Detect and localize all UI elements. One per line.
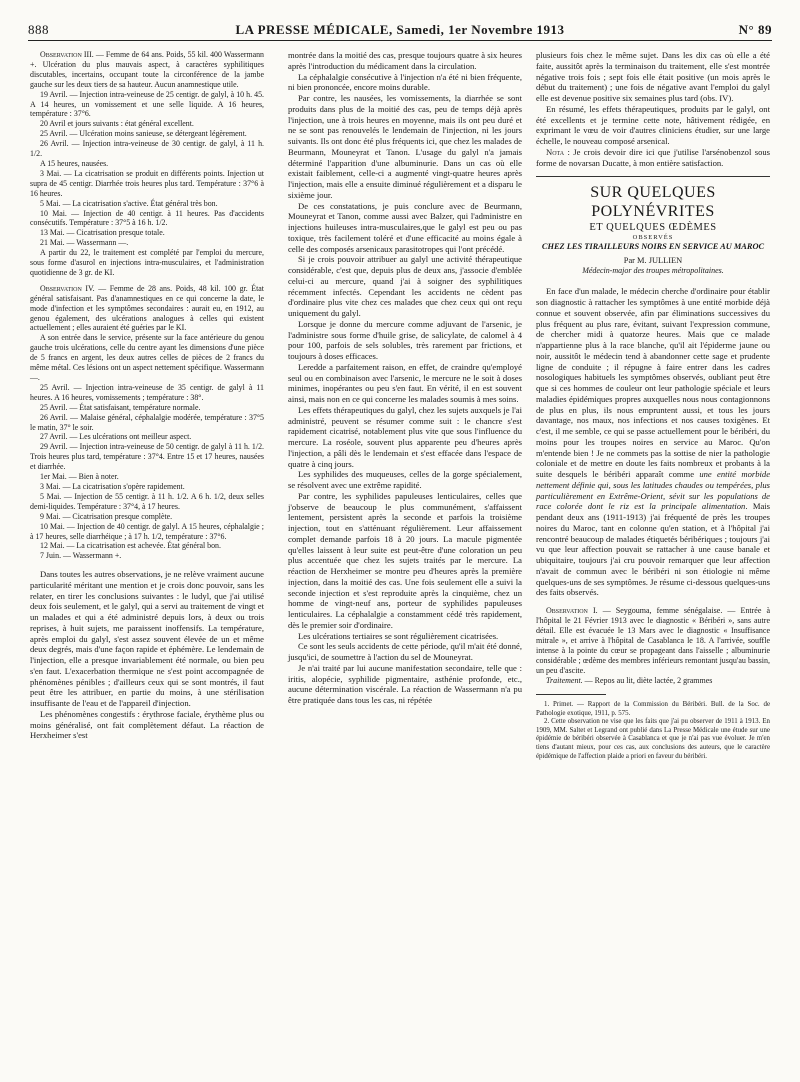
footnote-divider [536, 694, 606, 695]
column-2 [288, 50, 522, 706]
body-paragraph: Je n'ai traité par lui aucune manifestation secondaire, telle que : iritis, alopécie, syphilide pigmentaire, asthénie profonde, etc., aucune détermination viscérale. La réaction de Wassermann n'a pu être pratiquée dans tous les cas, ni répétée [288, 662, 522, 705]
page-header [28, 22, 772, 41]
nota-label: Nota : [546, 146, 570, 157]
article-body-part: . Mais pendant deux ans (1911-1913) j'ai fréquenté de près les troupes noires du Maroc, tant en colonne qu'en station, et à l'hôpital j'ai rencontré beaucoup de malades étiquetés béribériques ; toujours j'ai vu que leur affection pouvait se rattacher à une cause banale et ubiquitaire, toujours j'ai cru pouvoir remarquer que leur affection n'avait de commun avec le béribéri ni son étiologie ni même quelques-uns de ses symptômes. Je résume ci-dessous quelques-uns des faits observés. [536, 501, 771, 598]
page-number: 888 [28, 22, 49, 37]
obs3-title: Observation III. [40, 50, 94, 59]
article-body-part: En face d'un malade, le médecin cherche d'ordinaire pour établir son diagnostic à rattacher les symptômes à une entité morbide déjà connue et souvent observée, afin par éliminations successives du plus fréquent au plus rare, évitant, suivant l'expression commune, de chercher midi à quatorze heures. Mais que ce malade n'appartienne plus à la race blanche, qu'il ait l'épiderme jaune ou noir, aussitôt le médecin tend à abandonner cette sage et prudente ligne de conduite ; il répugne à faire entrer dans les cadres nosologiques habituels les symptômes observés, oubliant peut être que si ces hommes de couleur ont leur pathologie spéciale et leurs maladies épidémiques propres auxquelles nous nous contagionnons de plus en plus, ils nous empruntent aussi, et tous les jours davantage, nos maux, nos infections et nos causes toxigènes. Et c'est, il me semble, ce qui se passe actuellement pour le béribéri, du moins pour les troupes noires en service au Maroc. Qu'on m'entende bien ! Je ne commets pas la sottise de nier la pathologie coloniale et de mettre en doute les faits nombreux et probants à la suite desquels le béribéri apparaît comme [536, 286, 770, 479]
body-paragraph: Dans toutes les autres observations, je ne relève vraiment aucune particularité méritant une mention et je crois donc pouvoir, sans les relater, en tirer les conclusions suivantes : le ludyl, que j'ai utilisé deux fois seulement, et le galyl, qui a servi au traitement de vingt et un malades et qui a été administré depuis lors, à deux ou trois reprises, à huit sujets, me paraissent inoffensifs. La température, après emploi du galyl, s'est assez souvent élevée de un et même deux degrés, mais d'une façon rapide et éphémère. Le lendemain de l'injection, elle a presque invariablement été normale, ou bien peu s'en faut. L'exacerbation thermique ne s'est point accompagnée de phénomènes pénibles ; d'ailleurs ceux qui se sont montrés, il faut peut être les attribuer, en partie du moins, à une stérilisation insuffisante de l'eau et de l'appareil d'injection. [30, 569, 264, 709]
obs4-line: A son entrée dans le service, présente sur la face antérieure du genou gauche trois ulcérations, celle du centre ayant les dimensions d'une pièce de 5 francs en argent, les deux autres celles de pièces de 2 francs du même métal. Ces lésions ont un aspect nettement spécifique. Wassermann —. [30, 333, 264, 382]
column-1 [30, 50, 264, 741]
treatment-line [536, 676, 770, 686]
observation-1 [536, 606, 770, 676]
obs3-line: 5 Mai. — La cicatrisation s'active. État général très bon. [40, 198, 218, 208]
obs1-title: Observation I. [546, 606, 598, 615]
body-paragraph: plusieurs fois chez le même sujet. Dans les dix cas où elle a été faite, aussitôt après la terminaison du traitement, elle s'est montrée négative trois fois ; sept fois elle était positive (un mois après le début du traitement) ; une fois de négative avant l'emploi du galyl elle est devenue positive six semaines plus tard (obs. IV). [536, 50, 770, 103]
nota-paragraph [536, 147, 770, 169]
obs4-line: 1er Mai. — Bien à noter. [40, 472, 119, 482]
body-paragraph: Les syphilides des muqueuses, celles de la gorge spécialement, se résolvent avec une extrême rapidité. [288, 469, 522, 490]
obs4-line: 25 Avril. — Injection intra-veineuse de 35 centigr. de galyl à 11 heures. A 16 heures, vomissements ; température : 38°. [30, 382, 264, 402]
article-subtitle: ET QUELQUES ŒDÈMES [589, 222, 717, 234]
treatment-text: — Repos au lit, diète lactée, 2 grammes [582, 676, 713, 685]
article-author-role: Médecin-major des troupes métropolitaines. [582, 266, 724, 276]
obs3-line: 19 Avril. — Injection intra-veineuse de 25 centigr. de galyl, à 10 h. 45. A 14 heures, un vomissement et une selle liquide. A 16 heures, température : 37°6. [30, 89, 264, 119]
obs3-line: A partir du 22, le traitement est complété par l'emploi du mercure, sous forme d'asurol en injections intra-musculaires, et l'administration quotidienne de 3 gr. de KI. [30, 248, 264, 277]
footnotes [536, 701, 770, 761]
article-observed: OBSERVÉS [632, 234, 674, 242]
obs4-line: 9 Mai. — Cicatrisation presque complète. [40, 511, 173, 521]
obs3-line: 21 Mai. — Wassermann —. [40, 238, 129, 248]
column-3 [536, 50, 770, 761]
treatment-label: Traitement. [546, 676, 583, 685]
body-paragraph: Les effets thérapeutiques du galyl, chez les sujets auxquels je l'ai administré, peuvent se résumer comme suit : le chancre s'est rapidement cicatrisé, notablement plus vite que sous l'influence du mercure. La roséole, souvent plus apparente peu d'heures après l'injection, a pâli dès le lendemain et s'est effacée dans l'espace de quatre à cinq jours. [288, 404, 522, 469]
obs4-line: 7 Juin. — Wassermann +. [40, 551, 122, 561]
body-paragraph: La céphalalgie consécutive à l'injection n'a été ni bien fréquente, ni bien prononcée, encore moins durable. [288, 71, 522, 93]
obs3-line: 10 Mai. — Injection de 40 centigr. à 11 heures. Pas d'accidents consécutifs. Température : 37°5 à 16 h. 1/2. [30, 208, 264, 228]
body-paragraph: Ce sont les seuls accidents de cette période, qu'il m'ait été donné, jusqu'ici, de soumettre à l'action du sel de Mouneyrat. [288, 641, 522, 662]
obs4-line: 3 Mai. — La cicatrisation s'opère rapidement. [40, 481, 185, 491]
obs4-line: 5 Mai. — Injection de 55 centigr. à 11 h. 1/2. A 6 h. 1/2, deux selles demi-liquides. Température : 37°4, à 17 heures. [30, 491, 264, 511]
obs4-line: 26 Avril. — Malaise général, céphalalgie modérée, température : 37°5 le matin, 37° le soir. [30, 412, 264, 432]
obs4-line: 29 Avril. — Injection intra-veineuse de 50 centigr. de galyl à 11 h. 1/2. Trois heures plus tard, température : 37°4. Entre 15 et 17 heures, nausées et diarrhée. [30, 442, 264, 472]
body-paragraph: En résumé, les effets thérapeutiques, produits par le galyl, ont été excellents et je termine cette note, hâtivement rédigée, en exprimant le vœu de voir d'autres cliniciens étudier, sur une large échelle, le nouveau composé arsenical. [536, 103, 770, 146]
footnote: 2. Cette observation ne vise que les faits que j'ai pu observer de 1911 à 1913. En 1909, MM. Saltet et Legrand ont publié dans La Presse Médicale une étude sur une épidémie de béribéri observée à Casablanca et que je n'ai pas vue évoluer. Je m'en tiens d'autant mieux, pour ces cas, aux conclusions des auteurs, que le caractère épidémique de l'affection plaide a priori en faveur du béribéri. [536, 718, 770, 760]
observation-4 [30, 284, 264, 561]
obs3-line: 25 Avril. — Ulcération moins sanieuse, se détergeant légèrement. [40, 129, 247, 139]
issue-number: N° 89 [738, 22, 772, 37]
body-paragraph: Par contre, les syphilides papuleuses lenticulaires, celles que j'observe de beaucoup le plus communément, s'affaissent lentement, persistent après la seconde et parfois la troisième injection, tout en s'atténuant régulièrement. Leur affaissement complet demande parfois 18 à 20 jours. La macule pigmentée qu'elles laissent à leur suite est peut-être d'une coloration un peu plus accentuée que chez les sujets traités par le mercure. La réaction de Herxheimer se montre peu d'heures après la première injection, dans la moitié des cas. Une fois seulement elle a suivi la seconde injection et s'est reproduite après la cinquième, chez un homme de vingt-neuf ans, porteur de syphilides papuleuses lenticulaires. La céphalalgie a constamment cédé très rapidement, dès le premier soir d'ordinaire. [288, 490, 522, 630]
obs3-text: — Femme de 64 ans. Poids, 55 kil. 400 Wassermann +. Ulcération du plus mauvais aspect, à caractères syphilitiques discutables, incertains, occupant toute la circonférence de la jambe gauche sur les deux tiers de sa hauteur. Aucun anamnestique utile. [30, 50, 265, 89]
body-paragraph: Par contre, les nausées, les vomissements, la diarrhée se sont produits dans plus de la moitié des cas, peu de temps déjà après l'injection, une à trois heures en moyenne, mais ils ont peu duré et ne se sont pas renouvelés le lendemain de l'injection, ni les jours suivants. Ils ont donc été plus fréquents ici, que chez les malades de Beurmann, Mouneyrat et Tanon. L'usage du galyl n'a jamais déterminé l'apparition d'une albuminurie. Dans un cas où elle existait faiblement, celle-ci a augmenté vingt-quatre heures après l'injection, mais elle a ensuite diminué régulièrement et a disparu le sixième jour. [288, 93, 522, 200]
obs3-line: 3 Mai. — La cicatrisation se produit en différents points. Injection ut supra de 45 centigr. Diarrhée trois heures plus tard. Température : 37°6 à 16 heures. [30, 168, 264, 198]
observation-3 [30, 50, 264, 278]
body-paragraph: Leredde a parfaitement raison, en effet, de craindre qu'employé seul ou en combinaison avec l'arsenic, le mercure ne le soit à doses minimes, inopérantes ou peu s'en faut. En vérité, il en est souvent ainsi, mais non en ce qui concerne les malades soumis à mes soins. [288, 361, 522, 404]
body-paragraph: De ces constatations, je puis conclure avec de Beurmann, Mouneyrat et Tanon, comme aussi avec Balzer, qui l'administre en injections huileuses intra-musculaires,que le galyl est peu ou pas toxique, très facilement toléré et d'une efficacité au moins égale à celle des composés arsenicaux parasitotropes qui l'ont précédé. [288, 200, 522, 254]
article-place: CHEZ LES TIRAILLEURS NOIRS EN SERVICE AU MAROC [541, 242, 765, 252]
footnote: 1. Primet. — Rapport de la Commission du Béribéri. Bull. de la Soc. de Pathologie exotique, 1911, p. 575. [536, 701, 770, 717]
obs4-line: 27 Avril. — Les ulcérations ont meilleur aspect. [40, 432, 192, 442]
article-body [536, 286, 770, 598]
body-paragraph: Si je crois pouvoir attribuer au galyl une activité thérapeutique considérable, c'est que, depuis plus de deux ans, j'associe d'emblée celui-ci au mercure, quand j'ai à soigner des syphilitiques récemment infectés. Cependant les accidents ne cèdent pas d'ordinaire plus vite chez ces malades que chez ceux qui ont reçu uniquement du galyl. [288, 254, 522, 318]
journal-title: LA PRESSE MÉDICALE, Samedi, 1er Novembre 1913 [235, 22, 565, 37]
obs3-line: 26 Avril. — Injection intra-veineuse de 30 centigr. de galyl, à 11 h. 1/2. [30, 139, 264, 159]
obs4-text: — Femme de 28 ans. Poids, 48 kil. 100 gr. État général satisfaisant. Pas d'anamnestiques en ce qui concerne la date, le mode d'infection et les symptômes secondaires : aurait eu, en 1912, au genou également, des ulcérations analogues à celles qui existent actuellement ; elles auraient été guéries par le KI. [30, 283, 264, 333]
article-author: Par M. JULLIEN [623, 255, 683, 265]
obs3-line: 13 Mai. — Cicatrisation presque totale. [40, 228, 165, 238]
nota-text: Je crois devoir dire ici que j'utilise l'arsénobenzol sous forme de novarsan Ducatte, à mon entière satisfaction. [536, 146, 771, 168]
obs1-text: — Seygouma, femme sénégalaise. — Entrée à l'hôpital le 21 Février 1913 avec le diagnostic « Béribéri », sans autre détail. Elle est évacuée le 13 Mars avec le diagnostic « Insuffisance mitrale », et arrive à l'hôpital de Casablanca le 18. A l'arrivée, souffle intense à la pointe du cœur se propageant dans l'aisselle ; albuminurie considérable ; œdème des membres inférieurs remontant jusqu'au bassin, un peu d'ascite. [536, 606, 770, 675]
article-title: SUR QUELQUES POLYNÉVRITES [590, 184, 716, 221]
obs4-line: 25 Avril. — État satisfaisant, température normale. [40, 402, 201, 412]
obs3-line: A 15 heures, nausées. [40, 158, 109, 168]
obs4-title: Observation IV. [40, 283, 95, 293]
body-paragraph: Lorsque je donne du mercure comme adjuvant de l'arsenic, je l'administre sous forme d'huile grise, de salicylate, de calomel à 4 pour 100, parfois de sels solubles, très rarement par frictions, et toujours à doses efficaces. [288, 318, 522, 361]
obs4-line: 12 Mai. — La cicatrisation est achevée. État général bon. [40, 541, 221, 551]
obs4-line: 10 Mai. — Injection de 40 centigr. de galyl. A 15 heures, céphalalgie ; à 17 heures, selle diarrhéique ; à 17 h. 1/2, température : 37°6. [30, 521, 264, 541]
article-divider [536, 176, 770, 177]
body-paragraph: Les ulcérations tertiaires se sont régulièrement cicatrisées. [298, 630, 499, 641]
obs3-line: 20 Avril et jours suivants : état général excellent. [40, 119, 194, 129]
article-body-italic: une entité morbide nettement définie qui, sous les latitudes chaudes ou tempérées, plus particulièrement en Extrême-Orient, sévit sur les populations de race colorée dont le riz est la principale alimentation [536, 469, 771, 512]
body-paragraph: Les phénomènes congestifs : érythrose faciale, érythème plus ou moins généralisé, ont fait complètement défaut. La réaction de Herxheimer s'est [30, 708, 264, 741]
body-paragraph: montrée dans la moitié des cas, presque toujours quatre à six heures après l'introduction du médicament dans la circulation. [288, 50, 522, 71]
